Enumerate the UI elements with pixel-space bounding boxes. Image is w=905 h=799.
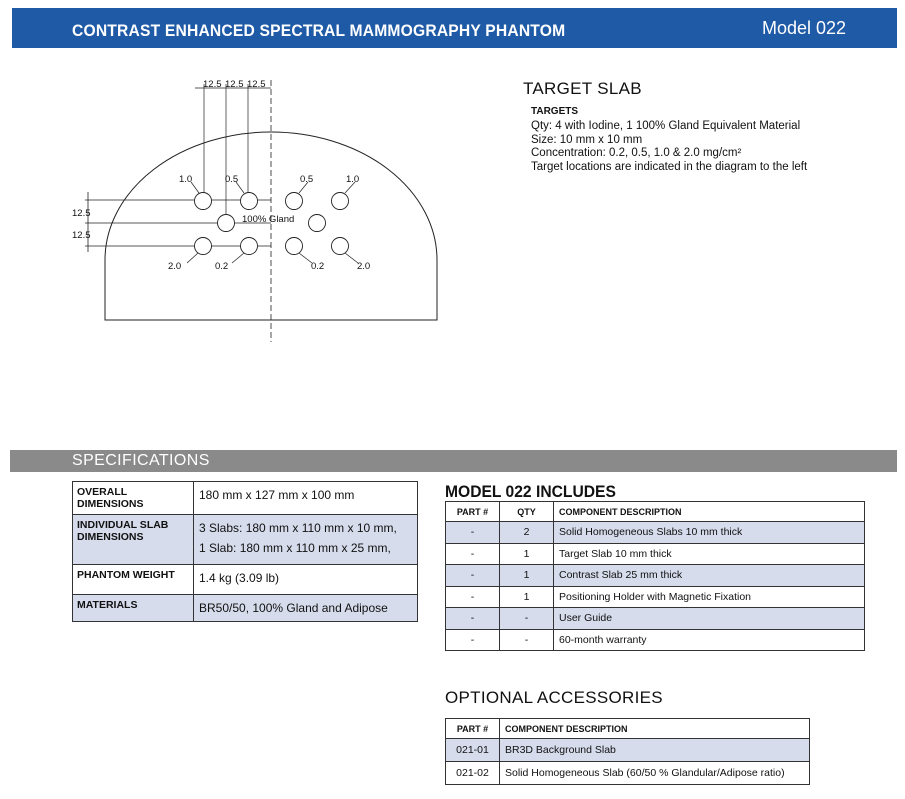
cell-part: - <box>446 522 500 544</box>
spacing-top-2: 12.5 <box>225 79 244 90</box>
cell-part: 021-02 <box>446 762 500 785</box>
page-title: CONTRAST ENHANCED SPECTRAL MAMMOGRAPHY PHANTOM <box>72 21 566 40</box>
target-circle <box>218 215 235 232</box>
header-description: COMPONENT DESCRIPTION <box>554 502 865 522</box>
target-circle <box>309 215 326 232</box>
target-circle <box>241 238 258 255</box>
target-label: 0.5 <box>300 174 314 185</box>
specifications-table <box>72 481 418 622</box>
accessories-table <box>445 718 810 785</box>
target-circle <box>332 193 349 210</box>
spec-label: OVERALL DIMENSIONS <box>73 482 194 515</box>
cell-qty: - <box>500 629 554 651</box>
target-slab-diagram <box>60 70 460 360</box>
cell-description: BR3D Background Slab <box>500 739 810 762</box>
specifications-title: SPECIFICATIONS <box>72 452 210 469</box>
spec-label: INDIVIDUAL SLAB DIMENSIONS <box>73 515 194 565</box>
header-qty: QTY <box>500 502 554 522</box>
target-label: 0.2 <box>311 261 325 272</box>
target-label: 1.0 <box>346 174 360 185</box>
targets-line: Concentration: 0.2, 0.5, 1.0 & 2.0 mg/cm² <box>531 147 742 159</box>
spacing-top-3: 12.5 <box>247 79 266 90</box>
target-circle <box>332 238 349 255</box>
header-part: PART # <box>446 719 500 739</box>
target-label: 100% Gland <box>242 214 295 225</box>
table-row <box>446 586 865 608</box>
cell-qty: 1 <box>500 543 554 565</box>
cell-part: 021-01 <box>446 739 500 762</box>
cell-qty: 1 <box>500 565 554 587</box>
accessories-title: OPTIONAL ACCESSORIES <box>445 688 663 707</box>
cell-qty: 1 <box>500 586 554 608</box>
cell-description: 60-month warranty <box>554 629 865 651</box>
targets-line: Size: 10 mm x 10 mm <box>531 133 643 146</box>
spec-value: 180 mm x 127 mm x 100 mm <box>194 482 418 515</box>
target-circle <box>286 193 303 210</box>
cell-qty: - <box>500 608 554 630</box>
spec-value <box>194 515 418 565</box>
table-row <box>446 522 865 544</box>
target-slab-title: TARGET SLAB <box>523 79 642 98</box>
spec-row <box>73 515 418 565</box>
cell-part: - <box>446 608 500 630</box>
table-header-row <box>446 719 810 739</box>
table-header-row <box>446 502 865 522</box>
spec-label: MATERIALS <box>73 595 194 622</box>
targets-line: Target locations are indicated in the diagram to the left <box>531 160 808 173</box>
target-label: 0.5 <box>225 174 239 185</box>
spec-value-line: 1 Slab: 180 mm x 110 mm x 25 mm, <box>199 541 391 555</box>
target-circle <box>286 238 303 255</box>
spec-row <box>73 482 418 515</box>
target-label: 2.0 <box>357 261 371 272</box>
cell-description: Contrast Slab 25 mm thick <box>554 565 865 587</box>
target-circle <box>241 193 258 210</box>
targets-details <box>531 120 807 174</box>
spec-value: 1.4 kg (3.09 lb) <box>194 565 418 595</box>
cell-part: - <box>446 629 500 651</box>
cell-qty: 2 <box>500 522 554 544</box>
table-row <box>446 565 865 587</box>
spec-row <box>73 595 418 622</box>
target-circle <box>195 193 212 210</box>
target-label: 0.2 <box>215 261 229 272</box>
cell-part: - <box>446 586 500 608</box>
targets-line: Qty: 4 with Iodine, 1 100% Gland Equivalent Material <box>531 120 801 132</box>
cell-description: Solid Homogeneous Slab (60/50 % Glandular/Adipose ratio) <box>500 762 810 785</box>
cell-description: Solid Homogeneous Slabs 10 mm thick <box>554 522 865 544</box>
target-circle <box>195 238 212 255</box>
model-number: Model 022 <box>762 18 847 38</box>
spacing-left-2: 12.5 <box>72 230 91 241</box>
specifications-bar <box>10 450 897 472</box>
spec-value: BR50/50, 100% Gland and Adipose <box>194 595 418 622</box>
spacing-left-1: 12.5 <box>72 208 91 219</box>
targets-subtitle: TARGETS <box>531 106 579 117</box>
target-label: 2.0 <box>168 261 182 272</box>
header-part: PART # <box>446 502 500 522</box>
includes-title: MODEL 022 INCLUDES <box>445 482 616 501</box>
table-row <box>446 629 865 651</box>
target-label: 1.0 <box>179 174 193 185</box>
table-row <box>446 739 810 762</box>
cell-description: Target Slab 10 mm thick <box>554 543 865 565</box>
spec-label: PHANTOM WEIGHT <box>73 565 194 595</box>
spec-row <box>73 565 418 595</box>
cell-description: User Guide <box>554 608 865 630</box>
cell-description: Positioning Holder with Magnetic Fixation <box>554 586 865 608</box>
table-row <box>446 762 810 785</box>
cell-part: - <box>446 565 500 587</box>
header-description: COMPONENT DESCRIPTION <box>500 719 810 739</box>
cell-part: - <box>446 543 500 565</box>
spec-value-line: 3 Slabs: 180 mm x 110 mm x 10 mm, <box>199 521 397 535</box>
header-bar <box>12 8 897 48</box>
includes-table <box>445 501 865 651</box>
table-row <box>446 608 865 630</box>
table-row <box>446 543 865 565</box>
spacing-top-1: 12.5 <box>203 79 222 90</box>
